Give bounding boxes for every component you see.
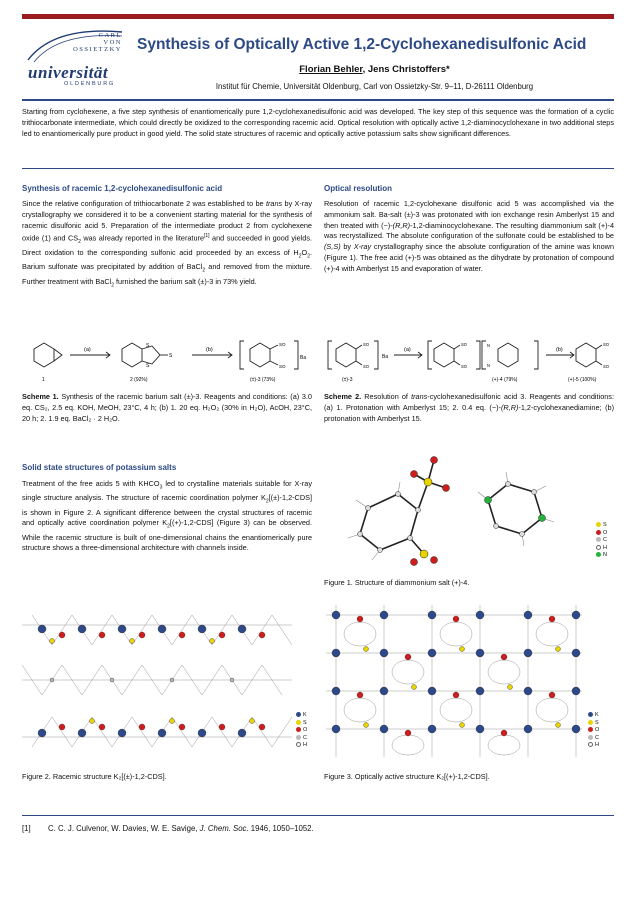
svg-text:SO: SO [363, 364, 370, 369]
abstract: Starting from cyclohexene, a five step synthesis of enantiomerically pure 1,2-cyclohexanedisulfonic acid was developed. The key step of this sequence was the formation of a cyclic trithiocarbonate intermediate, which could directly be oxidized to the corresponding racemic acid. Optical resolution with optically active 1,2-diaminocyclohexane in two additional steps led to enantiomerically pure product in good yield. The solid state structures of racemic and optically active potassium salts show significant differences. [22, 107, 614, 138]
scheme-2-caption: Scheme 2. Resolution of trans-cyclohexanedisulfonic acid 3. Reagents and conditions: (a) 1. Protonation with Amberlyst 15; 2. 0.4 eq. (−)-(R,R)-1,2-cyclohexanediamine; (b) protonation with Amberlyst 15. [324, 392, 614, 423]
scheme-2-diagram [324, 333, 616, 385]
figure-2-image [22, 605, 292, 757]
authors: Florian Behler, Jens Christoffers* [299, 64, 450, 75]
scheme2-label-1: (±)-3 [342, 377, 353, 383]
section-title-solid: Solid state structures of potassium salts [22, 463, 177, 472]
scheme2-arrow-a: (a) [404, 347, 411, 353]
logo-carl-text: CARL VON OSSIETZKY [73, 32, 122, 53]
svg-text:SO: SO [279, 364, 286, 369]
figure-3-caption: Figure 3. Optically active structure K₂[(+)-1,2-CDS]. [324, 772, 490, 781]
figure-2-legend: K S O C H [296, 712, 307, 750]
scheme-1-caption: Scheme 1. Synthesis of the racemic barium salt (±)-3. Reagents and conditions: (a) 3.0 eq. CS₂, 2.5 eq. KOH, MeOH, 23°C, 4 h; (b) 1. 20 eq. H₂O₂ (30% in H₂O), AcOH, 23°C, 20 h; 2. 1.9 eq. BaCl₂ · 2 H₂O. [22, 392, 312, 423]
svg-text:S: S [146, 363, 150, 369]
section-title-optical: Optical resolution [324, 184, 393, 193]
epoxide-o [54, 349, 62, 361]
top-accent-bar [22, 14, 614, 19]
abstract-divider [22, 168, 614, 169]
svg-text:SO: SO [363, 342, 370, 347]
reference-divider [22, 815, 614, 816]
figure-1-image [338, 440, 598, 568]
scheme2-label-3: (+)-5 (100%) [568, 377, 597, 383]
section-title-racemic: Synthesis of racemic 1,2-cyclohexanedisulfonic acid [22, 184, 223, 193]
figure-1-legend: S O C H N [596, 522, 607, 560]
scheme2-arrow-b: (b) [556, 347, 563, 353]
paragraph-optical: Resolution of racemic 1,2-cyclohexane disulfonic acid 5 was accomplished via the ammonium salt. Ba-salt (±)-3 was protonated with ion exchange resin Amberlyst 15 and then treated with (−)-(R,R)-1,2-diaminocyclohexane. The resulting diammonium salt (+)-4 was recrystallized. The absolute configuration of the sulfonate could be established to be (S,S) by X-ray crystallography since the absolute configuration of the amine was known (Figure 1). The free acid (+)-5 was obtained as the dihydrate by protonation of compound (+)-4 with Amberlyst 15 and evaporation of water. [324, 199, 614, 273]
scheme1-arrow-a: (a) [84, 347, 91, 353]
svg-text:S: S [169, 353, 173, 359]
scheme1-arrow-b: (b) [206, 347, 213, 353]
svg-text:N: N [487, 363, 491, 368]
scheme2-label-2: (+)-4 (79%) [492, 377, 518, 383]
svg-text:Ba: Ba [300, 355, 307, 361]
epoxide-ring [34, 343, 54, 367]
author-2: Jens Christoffers* [367, 64, 450, 75]
svg-text:Ba: Ba [382, 354, 389, 360]
scheme1-label-1: 1 [42, 377, 45, 383]
svg-text:N: N [487, 343, 491, 348]
svg-text:SO: SO [603, 364, 610, 369]
figure-3-legend: K S O C H [588, 712, 599, 750]
university-logo [24, 26, 126, 88]
logo-oldenburg: OLDENBURG [64, 81, 116, 87]
poster-title: Synthesis of Optically Active 1,2-Cyclohexanedisulfonic Acid [137, 36, 587, 53]
logo-universitaet: universität [28, 63, 109, 82]
svg-text:SO: SO [461, 364, 468, 369]
figure-3-image [326, 605, 582, 757]
paragraph-solid: Treatment of the free acids 5 with $KHCO_3$ led to crystalline materials suitable for X-ray single structure analysis. The structure of racemic coordination polymer $K_2[(\pm)-1,2-CDS]$ is shown in Figure 2. A significant difference between the crystal structures of racemic and optically active coordination polymer $K_2[(+)-1,2-CDS]$ (Figure 3) can be observed. While the racemic structure is built of one-dimensional chains the enantiomerically pure structure shows a three-dimensional architecture with channels inside. [22, 479, 312, 553]
svg-text:SO: SO [279, 342, 286, 347]
scheme1-label-3: (±)-3 (73%) [250, 377, 276, 383]
scheme-1-diagram [22, 333, 314, 385]
svg-text:S: S [146, 343, 150, 349]
figure-2-caption: Figure 2. Racemic structure K₂[(±)-1,2-CDS]. [22, 772, 167, 781]
scheme1-label-2: 2 (92%) [130, 377, 148, 383]
svg-text:SO: SO [461, 342, 468, 347]
reference-1: [1] C. C. J. Culvenor, W. Davies, W. E. Savige, J. Chem. Soc. 1946, 1050–1052. [22, 824, 314, 833]
figure-1-caption: Figure 1. Structure of diammonium salt (+)-4. [324, 578, 470, 587]
paragraph-racemic: Since the relative configuration of trithiocarbonate 2 was established to be trans by X-ray crystallography we considered it to be a convenient starting material for the synthesis of racemic disulfonic acid 5. Preparation of the intermediate product 2 from cyclohexene oxide (1) and $CS_2$ was already reported in the literature[1] and succeeded in good yields. Direct oxidation to the corresponding sulfonic acid proceeded by an excess of $H_2O_2$. Barium sulfonate was precipitated by addition of BaCl$_2$ and removed from the mixture. Further treatment with BaCl$_2$ furnished the barium salt (±)-3 in 73% yield. [22, 199, 312, 289]
header-divider [22, 99, 614, 101]
affiliation: Institut für Chemie, Universität Oldenburg, Carl von Ossietzky-Str. 9–11, D-26111 Oldenburg [215, 82, 534, 91]
svg-text:SO: SO [603, 342, 610, 347]
author-1: Florian Behler [299, 64, 363, 75]
